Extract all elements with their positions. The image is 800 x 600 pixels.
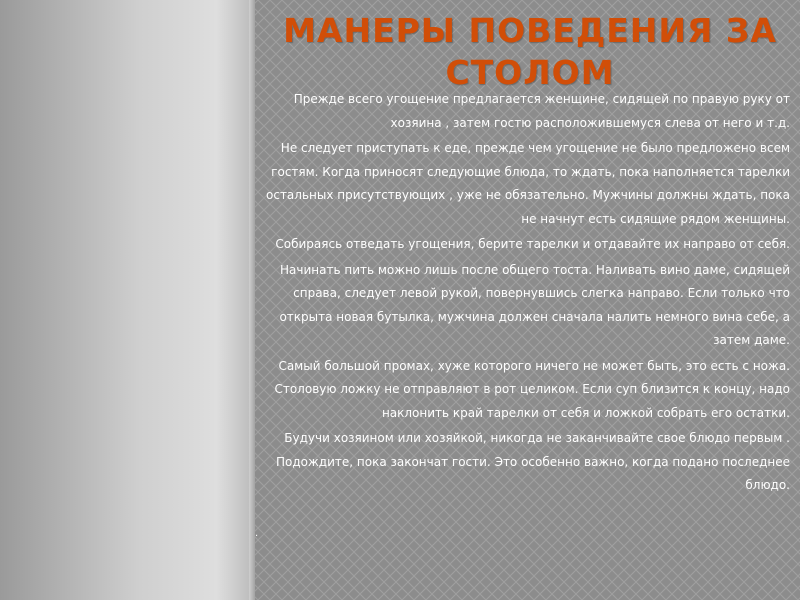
paragraph-5: Самый большой промах, хуже которого ничего не может быть, это есть с ножа. Столовую ложку не отправляют в рот целиком. Если суп близится к концу, надо наклонить край тарелки от себя и ложкой собрать его остатки. xyxy=(274,358,790,420)
paragraph-6: Будучи хозяином или хозяйкой, никогда не заканчивайте свое блюдо первым . Подождите, пока закончат гости. Это особенно важно, когда подано последнее блюдо. xyxy=(275,431,790,492)
slide-title: МАНЕРЫ ПОВЕДЕНИЯ ЗА СТОЛОМ xyxy=(283,11,777,92)
trailing-dot: . xyxy=(255,528,259,539)
paragraph-1: Прежде всего угощение предлагается женщине, сидящей по правую руку от хозяина , затем гостю расположившемуся слева от него и т.д. xyxy=(293,92,790,130)
decorative-left-panel xyxy=(0,0,255,600)
paragraph-2: Не следует приступать к еде, прежде чем угощение не было предложено всем гостям. Когда приносят следующие блюда, то ждать, пока наполняется тарелки остальных присутствующих , уже не обязательно. Мужчины должны ждать, пока не начнут есть сидящие рядом женщины. xyxy=(266,141,790,226)
paragraph-3: Собираясь отведать угощения, берите тарелки и отдавайте их направо от себя. xyxy=(275,237,790,251)
slide-body xyxy=(262,88,790,500)
paragraph-4: Начинать пить можно лишь после общего тоста. Наливать вино даме, сидящей справа, следует левой рукой, повернувшись слегка направо. Если только что открыта новая бутылка, мужчина должен сначала налить немного вина себе, а затем даме. xyxy=(279,262,790,347)
